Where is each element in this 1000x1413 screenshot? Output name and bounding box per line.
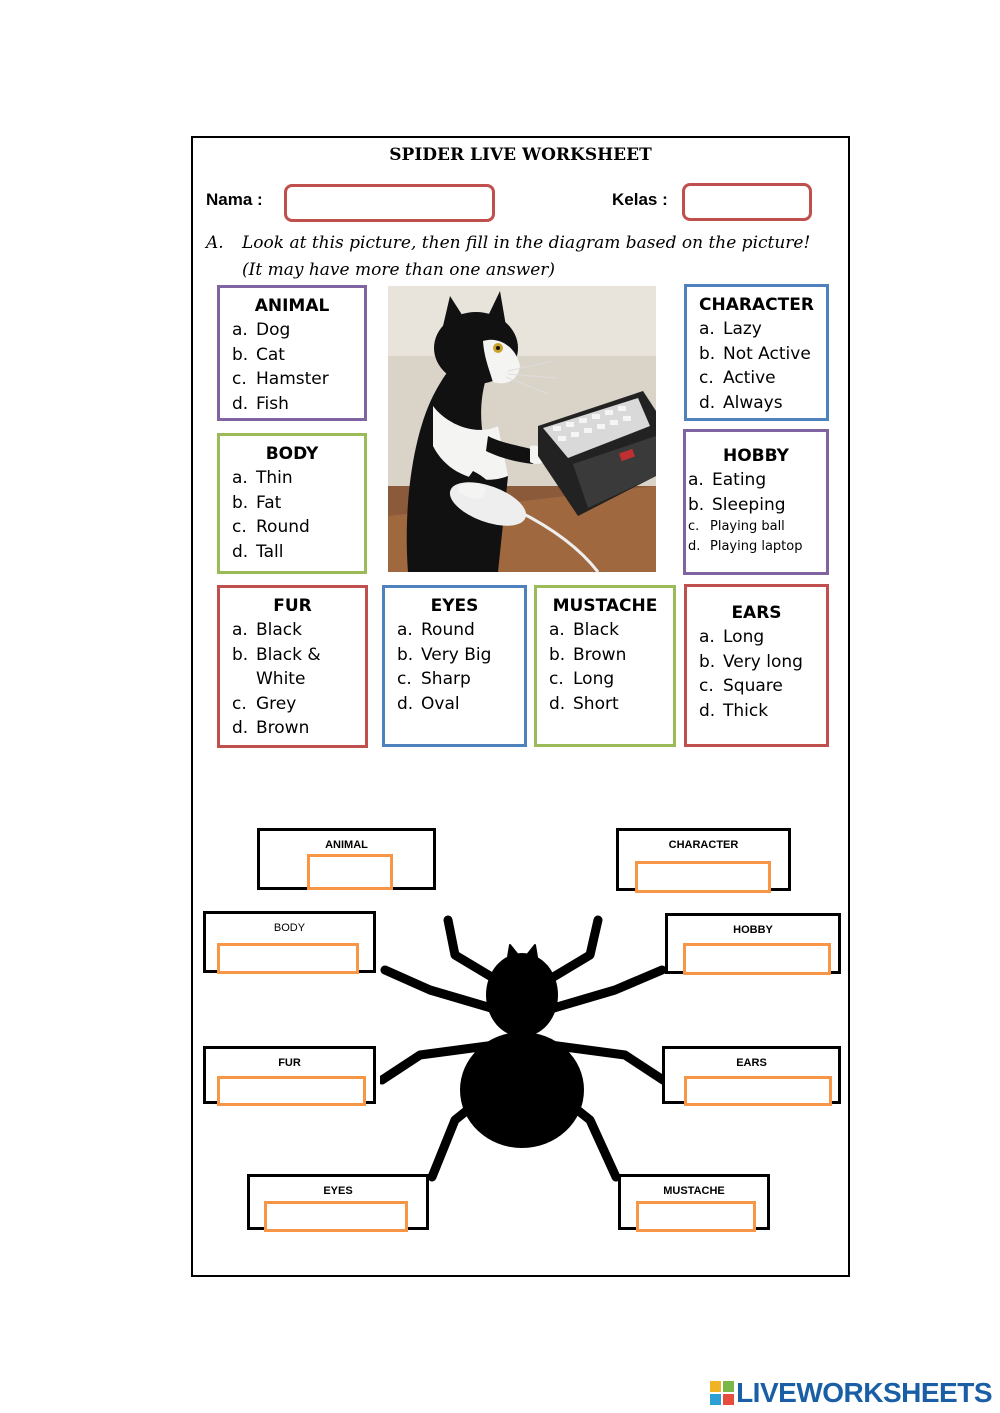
diagram-box-fur: [203, 1046, 376, 1104]
diagram-box-character: [616, 828, 791, 891]
option-item: [232, 515, 364, 540]
category-box-body: [217, 433, 367, 574]
category-box-eyes: [382, 585, 527, 747]
option-item: [232, 716, 365, 741]
option-text: White: [256, 669, 306, 689]
option-letter: a.: [397, 620, 413, 640]
option-text: Eating: [712, 470, 767, 490]
option-text: Playing laptop: [710, 539, 803, 554]
liveworksheets-logo-text: LIVEWORKSHEETS: [736, 1377, 992, 1408]
option-text: Sharp: [421, 669, 471, 689]
option-letter: b.: [549, 644, 566, 665]
option-text: Not Active: [723, 343, 811, 364]
option-letter: b.: [699, 651, 716, 672]
option-item: [699, 699, 826, 724]
option-letter: d.: [688, 539, 701, 554]
option-item: [699, 625, 826, 650]
option-letter: d.: [397, 693, 414, 714]
option-letter: b.: [232, 344, 249, 365]
option-item: [397, 618, 524, 643]
option-text: Oval: [421, 693, 460, 714]
category-title: MUSTACHE: [552, 596, 658, 616]
option-text: Short: [573, 693, 619, 714]
option-item: [699, 317, 826, 342]
option-letter: d.: [549, 693, 566, 714]
option-letter: c.: [397, 669, 412, 689]
option-item: [232, 367, 364, 392]
option-letter: a.: [232, 620, 248, 640]
option-letter: d.: [699, 392, 716, 413]
spider-silhouette: [380, 915, 665, 1205]
option-text: Square: [723, 676, 783, 696]
option-text: Lazy: [723, 319, 762, 339]
option-item: [549, 618, 673, 643]
diagram-label-body: BODY: [273, 922, 306, 934]
option-text: Black: [256, 620, 302, 640]
option-item: [549, 692, 673, 717]
option-text: Very long: [723, 651, 803, 672]
option-item: [232, 540, 364, 565]
option-text: Sleeping: [712, 494, 786, 515]
option-text: Dog: [256, 320, 291, 340]
option-text: Playing ball: [710, 519, 785, 534]
option-letter: b.: [688, 494, 705, 515]
nama-label: Nama :: [206, 190, 263, 209]
diagram-answer-character[interactable]: [635, 861, 771, 893]
option-item: [397, 667, 524, 692]
cat-laptop-illustration: [388, 286, 656, 572]
diagram-box-hobby: [665, 913, 841, 974]
diagram-answer-eyes[interactable]: [264, 1201, 408, 1232]
option-text: Round: [421, 620, 475, 640]
option-text: Long: [723, 627, 765, 647]
option-item: [232, 343, 364, 368]
option-text: Thick: [723, 700, 769, 721]
option-text: Fat: [256, 492, 282, 513]
option-item: [232, 318, 364, 343]
category-title: EYES: [430, 596, 479, 616]
option-letter: c.: [688, 519, 700, 534]
option-item: [232, 692, 365, 717]
option-item: [232, 491, 364, 516]
option-item: [688, 517, 826, 537]
diagram-box-animal: [257, 828, 436, 890]
liveworksheets-logo-icon: [710, 1381, 734, 1405]
option-item: [232, 392, 364, 417]
option-letter: b.: [232, 644, 249, 665]
diagram-label-fur: FUR: [278, 1057, 301, 1069]
option-letter: b.: [699, 343, 716, 364]
option-item: [688, 537, 826, 557]
option-item: [699, 366, 826, 391]
option-item: [688, 493, 826, 518]
option-text: Cat: [256, 344, 285, 365]
option-letter: b.: [232, 492, 249, 513]
option-letter: c.: [549, 669, 564, 689]
option-letter: c.: [232, 517, 247, 537]
category-box-animal: [217, 285, 367, 421]
category-title: CHARACTER: [699, 295, 814, 315]
option-text: Brown: [256, 718, 310, 738]
option-text: Black: [573, 620, 619, 640]
category-box-ears: [684, 584, 829, 747]
category-box-fur: [217, 585, 368, 748]
option-letter: a.: [232, 468, 248, 488]
diagram-label-eyes: EYES: [323, 1185, 353, 1197]
option-item: [688, 468, 826, 493]
category-title: BODY: [265, 444, 319, 464]
option-letter: c.: [232, 369, 247, 389]
diagram-answer-mustache[interactable]: [636, 1201, 756, 1232]
diagram-answer-animal[interactable]: [307, 854, 393, 890]
option-text: Round: [256, 517, 310, 537]
liveworksheets-logo: [710, 1378, 992, 1408]
option-item: [549, 667, 673, 692]
diagram-answer-hobby[interactable]: [683, 943, 831, 975]
diagram-answer-fur[interactable]: [217, 1076, 366, 1106]
option-letter: a.: [549, 620, 565, 640]
category-title: ANIMAL: [254, 296, 330, 316]
option-item: [397, 692, 524, 717]
option-letter: d.: [232, 541, 249, 562]
option-text: Black &: [256, 644, 321, 665]
option-letter: a.: [699, 627, 715, 647]
option-text: Grey: [256, 693, 297, 714]
nama-input[interactable]: [284, 184, 495, 222]
option-letter: c.: [699, 676, 714, 696]
option-text: Fish: [256, 393, 289, 414]
option-letter: b.: [397, 644, 414, 665]
category-box-hobby: [683, 429, 829, 575]
diagram-label-character: CHARACTER: [668, 839, 739, 851]
diagram-box-ears: [662, 1046, 841, 1104]
worksheet-title: SPIDER LIVE WORKSHEET: [389, 145, 652, 165]
option-item: [699, 391, 826, 416]
option-text: Active: [723, 368, 776, 388]
option-item: [232, 643, 365, 668]
diagram-box-body: [203, 911, 376, 973]
option-item: [232, 667, 365, 692]
diagram-label-hobby: HOBBY: [733, 924, 773, 936]
option-text: Long: [573, 669, 615, 689]
option-letter: [232, 667, 256, 692]
instruction-marker: A.: [206, 233, 224, 253]
option-text: Thin: [256, 468, 293, 488]
option-letter: a.: [232, 320, 248, 340]
option-letter: a.: [688, 470, 704, 490]
category-box-character: [684, 284, 829, 421]
category-box-mustache: [534, 585, 676, 747]
option-letter: a.: [699, 319, 715, 339]
option-text: Very Big: [421, 644, 492, 665]
option-letter: d.: [699, 700, 716, 721]
option-text: Tall: [256, 541, 284, 562]
cat-using-laptop-photo: [388, 286, 656, 572]
category-title: FUR: [273, 596, 312, 616]
option-item: [232, 466, 364, 491]
option-item: [549, 643, 673, 668]
option-item: [699, 650, 826, 675]
category-title: EARS: [731, 603, 782, 623]
option-text: Hamster: [256, 369, 329, 389]
diagram-label-animal: ANIMAL: [325, 839, 368, 851]
instruction-line1: Look at this picture, then fill in the diagram based on the picture!: [242, 233, 811, 253]
option-item: [699, 674, 826, 699]
option-letter: d.: [232, 718, 249, 738]
option-item: [232, 618, 365, 643]
diagram-label-ears: EARS: [736, 1057, 767, 1069]
diagram-label-mustache: MUSTACHE: [663, 1185, 725, 1197]
option-letter: d.: [232, 393, 249, 414]
option-letter: c.: [699, 368, 714, 388]
kelas-label: Kelas :: [612, 190, 668, 209]
option-letter: c.: [232, 693, 247, 714]
instruction-line2: (It may have more than one answer): [242, 260, 556, 280]
diagram-answer-body[interactable]: [217, 943, 359, 974]
kelas-input[interactable]: [682, 183, 812, 221]
option-text: Always: [723, 392, 783, 413]
option-item: [397, 643, 524, 668]
category-title: HOBBY: [723, 446, 789, 466]
diagram-answer-ears[interactable]: [684, 1076, 832, 1106]
option-text: Brown: [573, 644, 627, 665]
option-item: [699, 342, 826, 367]
